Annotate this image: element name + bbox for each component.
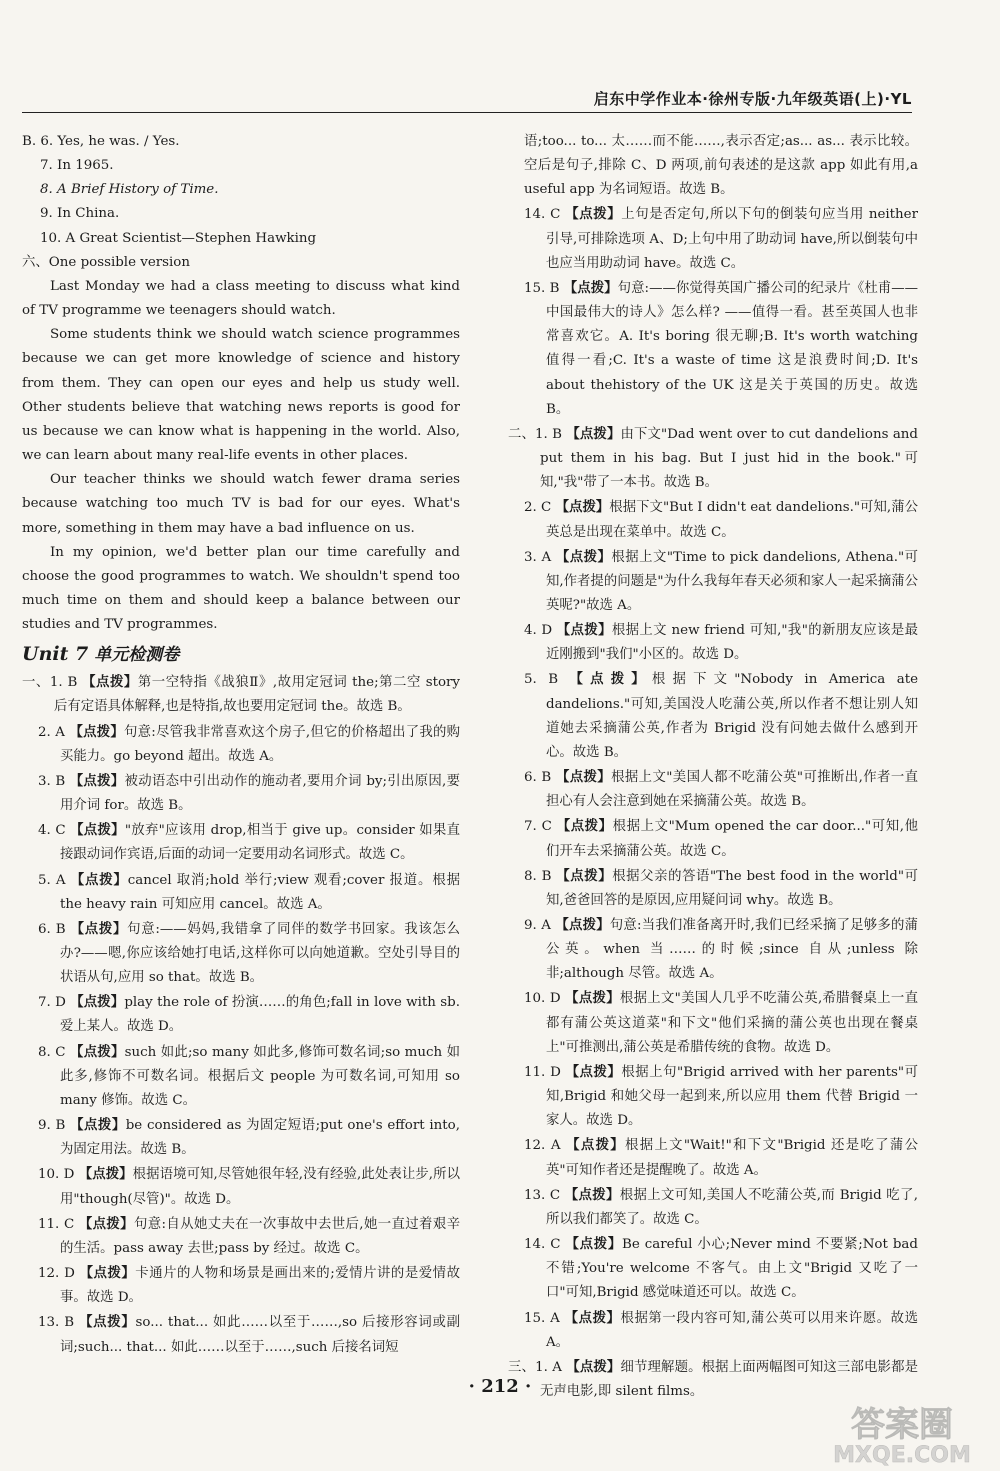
answer-item: 15. A 【点拨】根据第一段内容可知,蒲公英可以用来许愿。故选 A。: [524, 1309, 918, 1350]
unit-subtitle: 单元检测卷: [94, 645, 180, 666]
hint-tag: 【点拨】: [565, 990, 620, 1007]
answer-item: 三、1. A 【点拨】细节理解题。根据上面两幅图可知这三部电影都是无声电影,即 silent films。: [508, 1358, 918, 1399]
watermark-logo: [812, 1398, 992, 1468]
left-column: [22, 130, 460, 1360]
watermark-url: MXQE.COM: [833, 1443, 971, 1468]
answer-line: 7. In 1965.: [40, 158, 114, 174]
answer-item: 11. D 【点拨】根据上句"Brigid arrived with her parents"可知,Brigid 和她父母一起到来,所以应用 them 代替 Brigid 一家人。故选 D。: [524, 1063, 918, 1129]
unit-title: Unit 7: [22, 643, 89, 666]
answer-item: 14. C 【点拨】Be careful 小心;Never mind 不要紧;Not bad 不错;You're welcome 不客气。由上文"Brigid 又吃了一口"可知,Brigid 感觉味道还可以。故选 C。: [524, 1236, 918, 1301]
essay-paragraph: Last Monday we had a class meeting to discuss what kind of TV programme we teenagers should watch.: [22, 278, 460, 319]
watermark-text: 答案圈: [851, 1405, 953, 1445]
hint-tag: 【点拨】: [566, 1358, 621, 1375]
answer-item: 8. B 【点拨】根据父亲的答语"The best food in the world"可知,爸爸回答的是原因,应用疑问词 why。故选 B。: [524, 867, 918, 908]
page-number: · 212 ·: [468, 1376, 532, 1397]
answer-item: 7. C 【点拨】根据上文"Mum opened the car door..."可知,他们开车去采摘蒲公英。故选 C。: [524, 818, 918, 859]
answer-item: 8. C 【点拨】such 如此;so many 如此多,修饰可数名词;so much 如此多,修饰不可数名词。根据后文 people 为可数名词,可知用 so many 修饰。故选 C。: [38, 1043, 460, 1108]
hint-tag: 【点拨】: [563, 279, 618, 296]
answer-line: 8. A Brief History of Time.: [40, 182, 219, 198]
answer-item: 9. A 【点拨】句意:当我们准备离开时,我们已经采摘了足够多的蒲公英。when 当……的时候;since 自从;unless 除非;although 尽管。故选 A。: [524, 917, 918, 982]
answer-item: 6. B 【点拨】根据上文"美国人都不吃蒲公英"可推断出,作者一直担心有人会注意到她在采摘蒲公英。故选 B。: [524, 769, 918, 810]
hint-tag: 【点拨】: [70, 871, 128, 888]
hint-tag: 【点拨】: [70, 1117, 126, 1134]
answer-item: 14. C 【点拨】上句是否定句,所以下句的倒装句应当用 neither 引导,可排除选项 A、D;上句中用了助动词 have,所以倒装句中也应当用助动词 have。故选 C。: [524, 206, 918, 271]
hint-tag: 【点拨】: [569, 671, 652, 688]
hint-tag: 【点拨】: [565, 1236, 622, 1253]
hint-tag: 【点拨】: [556, 867, 613, 884]
right-column: [508, 130, 918, 1404]
answer-item: 4. C 【点拨】"放弃"应该用 drop,相当于 give up。consider 如果直接跟动词作宾语,后面的动词一定要用动名词形式。故选 C。: [38, 822, 460, 863]
answer-item: 5. A 【点拨】cancel 取消;hold 举行;view 观看;cover 报道。根据 the heavy rain 可知应用 cancel。故选 A。: [38, 871, 460, 912]
hint-tag: 【点拨】: [566, 1137, 626, 1154]
essay-paragraph: Some students think we should watch science programmes because we can get more knowledge of science and history from them. They can open our eyes and help us study well. Other students believe that watching news reports is good for us because we can know what is happening in the world. Also, we can learn about many real-life events in other places.: [22, 327, 460, 464]
essay-paragraph: In my opinion, we'd better plan our time carefully and choose the good programmes to watch. We shouldn't spend too much time on them and should keep a balance between our studies and TV programmes.: [22, 544, 460, 633]
hint-tag: 【点拨】: [69, 772, 125, 789]
hint-tag: 【点拨】: [70, 920, 128, 937]
answer-continuation: 语;too... to... 太……而不能……,表示否定;as... as... 表示比较。空后是句子,排除 C、D 两项,前句表述的是这款 app 如此有用,a useful app 为名词短语。故选 B。: [524, 134, 918, 198]
hint-tag: 【点拨】: [79, 1314, 136, 1331]
answer-item: 4. D 【点拨】根据上文 new friend 可知,"我"的新朋友应该是最近刚搬到"我们"小区的。故选 D。: [524, 622, 918, 663]
answer-item: 二、1. B 【点拨】由下文"Dad went over to cut dandelions and put them in his bag. But I just hid in the book."可知,"我"带了一本书。故选 B。: [508, 425, 918, 491]
hint-tag: 【点拨】: [79, 1265, 136, 1282]
unit-heading: [22, 639, 460, 670]
answer-item: 12. D 【点拨】卡通片的人物和场景是画出来的;爱情片讲的是爱情故事。故选 D。: [38, 1265, 460, 1306]
hint-tag: 【点拨】: [565, 1063, 622, 1080]
hint-tag: 【点拨】: [78, 1166, 133, 1183]
answer-item: 12. A 【点拨】根据上文"Wait!"和下文"Brigid 还是吃了蒲公英"可知作者还是提醒晚了。故选 A。: [524, 1137, 918, 1178]
section-heading: 六、One possible version: [22, 254, 190, 270]
hint-tag: 【点拨】: [564, 1309, 621, 1326]
hint-tag: 【点拨】: [555, 499, 610, 516]
answer-item: 5. B 【点拨】根据下文"Nobody in America ate dandelions."可知,美国没人吃蒲公英,所以作者不想让别人知道她去采摘蒲公英,作者为 Brigid 没有问她去做什么感到开心。故选 B。: [524, 671, 918, 760]
answer-item: 10. D 【点拨】根据上文"美国人几乎不吃蒲公英,希腊餐桌上一直都有蒲公英这道菜"和下文"他们采摘的蒲公英也出现在餐桌上"可推测出,蒲公英是希腊传统的食物。故选 D。: [524, 990, 918, 1055]
answer-item: 10. D 【点拨】根据语境可知,尽管她很年轻,没有经验,此处表让步,所以用"though(尽管)"。故选 D。: [38, 1166, 460, 1207]
answer-item: 2. C 【点拨】根据下文"But I didn't eat dandelions."可知,蒲公英总是出现在菜单中。故选 C。: [524, 499, 918, 540]
answer-line: 9. In China.: [40, 206, 120, 222]
hint-tag: 【点拨】: [70, 822, 125, 839]
answer-item: 11. C 【点拨】句意:自从她丈夫在一次事故中去世后,她一直过着艰辛的生活。pass away 去世;pass by 经过。故选 C。: [38, 1215, 460, 1256]
answer-line: B. 6. Yes, he was. / Yes.: [22, 134, 180, 149]
hint-tag: 【点拨】: [564, 1186, 620, 1203]
answer-item: 7. D 【点拨】play the role of 扮演……的角色;fall in love with sb. 爱上某人。故选 D。: [38, 994, 460, 1035]
answer-item: 3. B 【点拨】被动语态中引出动作的施动者,要用介词 by;引出原因,要用介词 for。故选 B。: [38, 772, 460, 814]
hint-tag: 【点拨】: [70, 1043, 125, 1060]
answer-item: 9. B 【点拨】be considered as 为固定短语;put one's effort into,为固定用法。故选 B。: [38, 1117, 460, 1158]
answer-item: 15. B 【点拨】句意:——你觉得英国广播公司的纪录片《杜甫——中国最伟大的诗人》怎么样? ——值得一看。甚至英国人也非常喜欢它。A. It's boring 很无聊;B. It's worth watching 值得一看;C. It's a waste of time 这是浪费时间;D. It's about thehistory of the UK 这是关于英国的历史。故选 B。: [524, 279, 918, 417]
hint-tag: 【点拨】: [555, 917, 610, 933]
answer-item: 3. A 【点拨】根据上文"Time to pick dandelions, Athena."可知,作者提的问题是"为什么我每年春天必须和家人一起采摘蒲公英呢?"故选 A。: [524, 548, 918, 613]
hint-tag: 【点拨】: [555, 548, 612, 565]
answer-item: 2. A 【点拨】句意:尽管我非常喜欢这个房子,但它的价格超出了我的购买能力。go beyond 超出。故选 A。: [38, 723, 460, 764]
hint-tag: 【点拨】: [78, 1215, 134, 1232]
hint-tag: 【点拨】: [556, 622, 612, 639]
running-header: [22, 88, 912, 113]
answer-item: 一、1. B 【点拨】第一空特指《战狼Ⅱ》,故用定冠词 the;第二空 story 后有定语具体解释,也是特指,故也要用定冠词 the。故选 B。: [22, 674, 460, 715]
hint-tag: 【点拨】: [555, 769, 612, 786]
answer-line: 10. A Great Scientist—Stephen Hawking: [40, 230, 317, 246]
hint-tag: 【点拨】: [69, 723, 124, 740]
essay-paragraph: Our teacher thinks we should watch fewer drama series because watching too much TV is bad for our eyes. What's more, something in them may have a bad influence on us.: [22, 472, 460, 536]
answer-item: 13. C 【点拨】根据上文可知,美国人不吃蒲公英,而 Brigid 吃了,所以我们都笑了。故选 C。: [524, 1186, 918, 1227]
answer-item: 13. B 【点拨】so... that... 如此……以至于……,so 后接形容词或副词;such... that... 如此……以至于……,such 后接名词短: [38, 1314, 460, 1355]
answer-item: 6. B 【点拨】句意:——妈妈,我错拿了同伴的数学书回家。我该怎么办?——嗯,你应该给她打电话,这样你可以向她道歉。空处引导目的状语从句,应用 so that。故选 B。: [38, 920, 460, 986]
hint-tag: 【点拨】: [566, 425, 621, 442]
hint-tag: 【点拨】: [70, 994, 125, 1011]
hint-tag: 【点拨】: [565, 206, 622, 223]
hint-tag: 【点拨】: [82, 674, 138, 691]
header-title: 启东中学作业本·徐州专版·九年级英语(上)·YL: [593, 90, 912, 108]
hint-tag: 【点拨】: [556, 818, 613, 835]
